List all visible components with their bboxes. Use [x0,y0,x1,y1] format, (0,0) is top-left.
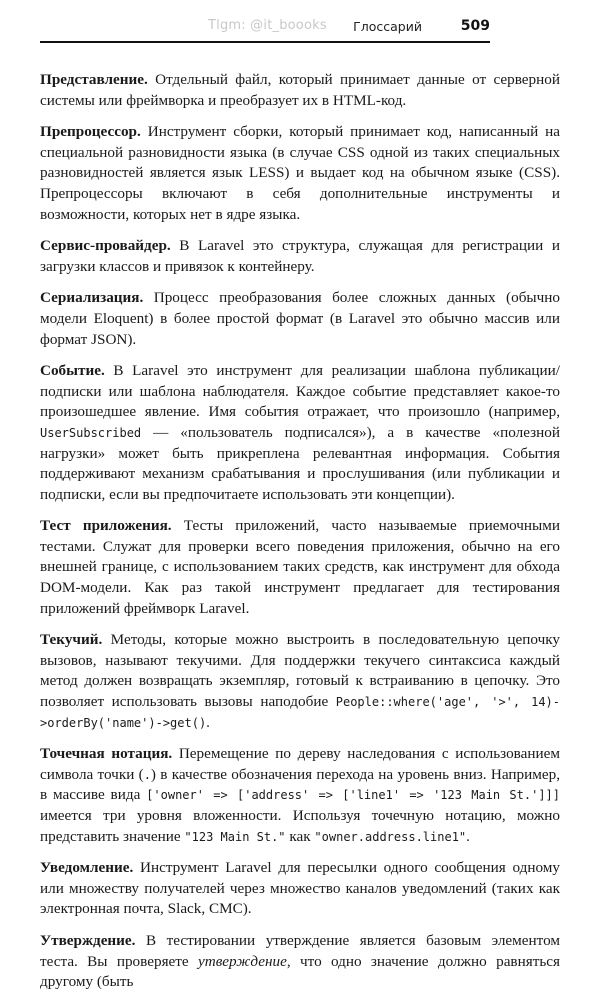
glossary-entry-application-test [40,516,560,619]
term: Препроцессор. [40,123,141,141]
definition: как [285,827,315,845]
definition: , что одно значение должно равняться другому (быть [40,952,561,991]
code-inline: "owner.address.line1" [314,829,467,844]
definition: Методы, которые можно выстроить в последовательную цепочку вызовов, называют текучими. Для поддержки текучего синтаксиса каждый метод должен возвращать экземпляр, готовый к встраиванию в цепочку. Это позволяет использовать вызовы наподобие [40,631,560,711]
code-inline: "123 Main St." [184,829,286,844]
term: Текучий. [40,631,103,649]
term: Уведомление. [40,859,134,877]
definition: Инструмент Laravel для пересылки одного сообщения одному или множеству получателей через множество каналов уведомлений (таких как электронная почта, Slack, СМС). [40,859,560,918]
glossary-content [40,70,560,1004]
header-rule [40,41,490,43]
running-header [40,14,490,40]
term: Событие. [40,362,105,380]
page-number: 509 [460,18,490,34]
definition: Инструмент сборки, который принимает код, написанный на специальной разновидности языка (в случае CSS одной из таких специальных разновидностей является язык LESS) и выдает код на обычном языке (CSS). Препроцессоры включают в себя дополнительные инструменты и возможности, которых нет в ядре языка. [40,123,560,223]
running-title: Глоссарий [353,19,422,34]
code-inline: ['owner' => ['address' => ['line1' => '123 Main St.']]] [146,788,560,803]
term: Утверждение. [40,931,136,949]
definition: имеется три уровня вложенности. Используя точечную нотацию, можно представить значение [40,807,560,845]
definition: . [466,827,470,845]
glossary-entry-assertion [40,931,560,993]
term: Сериализация. [40,289,144,307]
glossary-entry-fluent [40,630,560,733]
code-inline: UserSubscribed [40,425,142,440]
glossary-entry-service-provider [40,236,560,277]
definition: ) в качестве обозначения перехода на уровень вниз. Например, в массиве вида [40,765,560,804]
term: Представление. [40,71,148,88]
definition: В Laravel это структура, служащая для регистрации и загрузки классов и привязок к контейнеру. [40,237,560,275]
code-inline: People::where('age', '>', 14)->orderBy('name')->get() [40,695,560,730]
glossary-entry-event [40,361,560,505]
definition: Отдельный файл, который принимает данные от серверной системы или фреймворка и преобразует их в HTML-код. [40,71,560,109]
term: Сервис-провайдер. [40,237,171,255]
definition: Перемещение по дереву наследования с использованием символа точки ( [40,745,560,783]
watermark: Tlgm: @it_boooks [208,18,327,33]
definition: . [206,713,210,731]
glossary-entry-dot-notation [40,744,560,847]
glossary-entry-view [40,70,560,111]
term: Тест приложения. [40,517,172,535]
term: Точечная нотация. [40,745,173,763]
definition: В тестировании утверждение является базовым элементом теста. Вы проверяете [40,931,560,970]
definition: Процесс преобразования более сложных данных (обычно модели Eloquent) в более простой формат (в Laravel это обычно массив или формат JSON). [40,289,560,348]
definition: — «пользователь подписался»), а в качестве «полезной нагрузки» может быть прикреплена релевантная информация. События поддерживают механизм срабатывания и прослушивания (или публикации и подписки, если вы предпочитаете использовать эти концепции). [40,423,560,503]
definition: Тесты приложений, часто называемые приемочными тестами. Служат для проверки всего поведения приложения, обычно на его внешней границе, с использованием таких средств, как инструмент для обхода DOM-модели. Как раз такой инструмент предлагает для тестирования приложений фреймворк Laravel. [40,517,560,617]
definition: В Laravel это инструмент для реализации шаблона публикации/подписки или шаблона наблюдателя. Каждое событие представляет какое-то произошедшее явление. Имя события отражает, что произошло (например, [40,362,560,421]
glossary-entry-preprocessor [40,122,560,225]
emphasis: утверждение [198,952,287,970]
glossary-entry-serialization [40,288,560,350]
code-inline: . [143,767,151,782]
glossary-entry-notification [40,858,560,920]
